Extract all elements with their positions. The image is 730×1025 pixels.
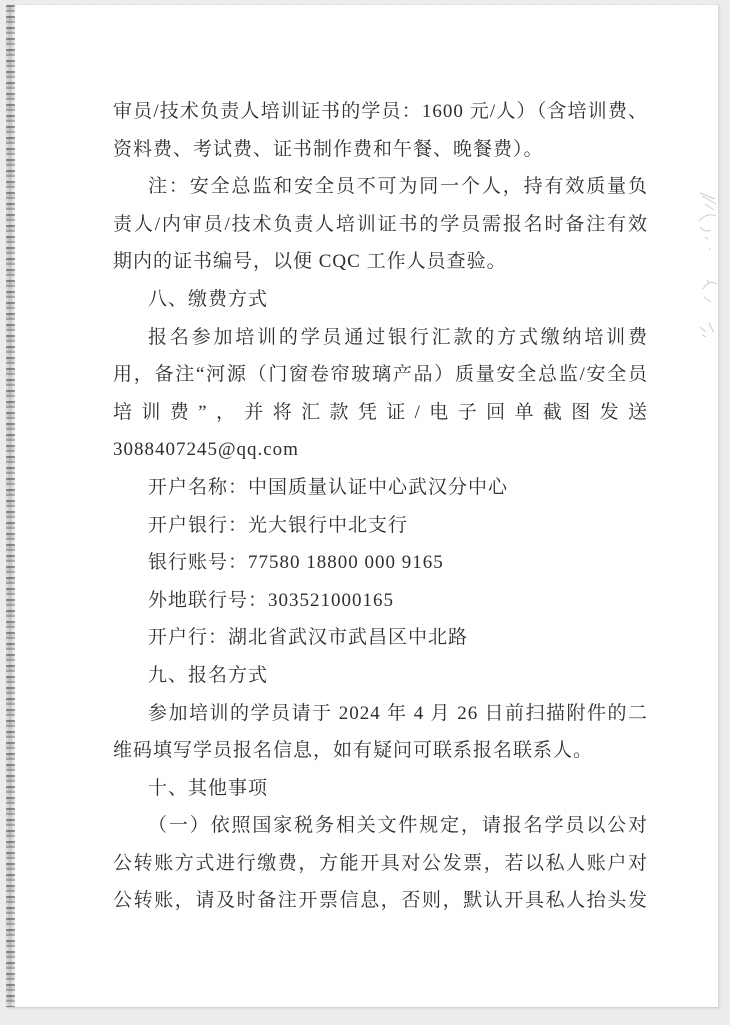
doc-line: 注：安全总监和安全员不可为同一个人，持有效质量负 xyxy=(148,176,648,198)
doc-line: 参加培训的学员请于 2024 年 4 月 26 日前扫描附件的二 xyxy=(148,702,648,724)
doc-line: 审员/技术负责人培训证书的学员：1600 元/人）（含培训费、 xyxy=(113,101,648,122)
scan-smudge-marks xyxy=(690,185,726,350)
account-name-line: 开户名称：中国质量认证中心武汉分中心 xyxy=(148,476,509,498)
document-body xyxy=(113,93,648,920)
interbank-number-line: 外地联行号：303521000165 xyxy=(148,589,395,611)
section-heading-other: 十、其他事项 xyxy=(148,777,269,799)
doc-line: 报名参加培训的学员通过银行汇款的方式缴纳培训费 xyxy=(148,326,648,348)
remit-email-line: 3088407245@qq.com xyxy=(113,439,299,461)
account-number-line: 银行账号：77580 18800 000 9165 xyxy=(148,552,444,574)
doc-line: 公转账，请及时备注开票信息，否则，默认开具私人抬头发 xyxy=(113,890,648,912)
doc-line: 公转账方式进行缴费，方能开具对公发票，若以私人账户对 xyxy=(113,852,648,874)
doc-line: 用，备注“河源（门窗卷帘玻璃产品）质量安全总监/安全员 xyxy=(113,364,648,386)
doc-line: 责人/内审员/技术负责人培训证书的学员需报名时备注有效 xyxy=(113,213,648,235)
doc-line: 期内的证书编号，以便 CQC 工作人员查验。 xyxy=(113,251,507,273)
doc-line: 培训费”，并将汇款凭证/电子回单截图发送 xyxy=(113,401,648,423)
bank-address-line: 开户行：湖北省武汉市武昌区中北路 xyxy=(148,627,469,649)
doc-line: 维码填写学员报名信息，如有疑问可联系报名联系人。 xyxy=(113,740,594,762)
section-heading-payment: 八、缴费方式 xyxy=(148,288,269,310)
doc-line: 资料费、考试费、证书制作费和午餐、晚餐费）。 xyxy=(113,138,544,160)
section-heading-registration: 九、报名方式 xyxy=(148,664,269,686)
doc-line: （一）依照国家税务相关文件规定，请报名学员以公对 xyxy=(148,815,648,837)
bank-name-line: 开户银行：光大银行中北支行 xyxy=(148,514,409,536)
page-binding-edge xyxy=(6,5,15,1007)
document-page xyxy=(6,4,719,1008)
